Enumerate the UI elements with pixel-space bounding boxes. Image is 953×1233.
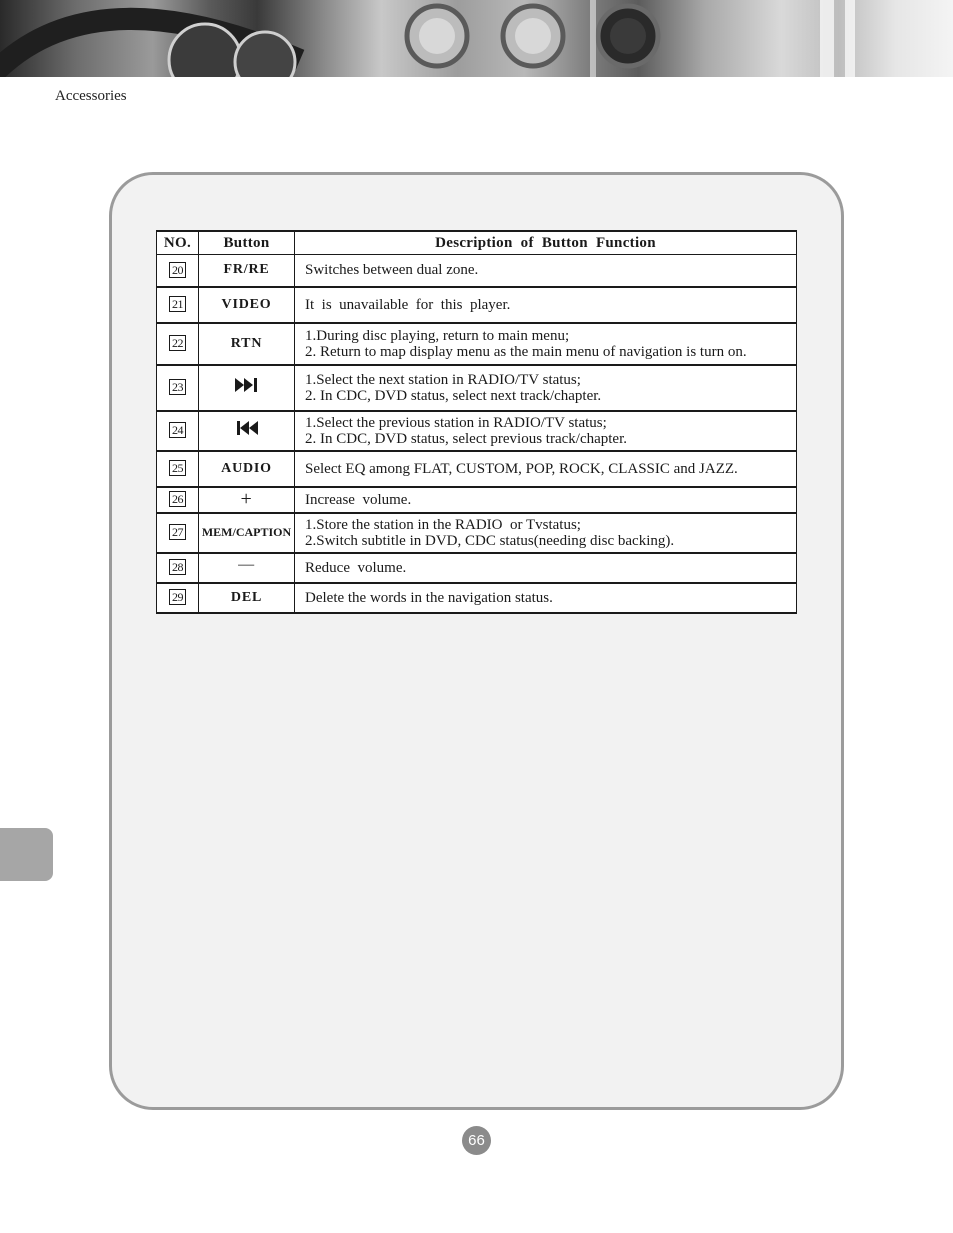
column-header-button: Button bbox=[199, 231, 295, 255]
description-cell bbox=[295, 513, 797, 553]
button-label: VIDEO bbox=[199, 287, 295, 323]
row-number: 29 bbox=[169, 589, 186, 605]
description-cell bbox=[295, 553, 797, 583]
row-number: 24 bbox=[169, 422, 186, 438]
table-row bbox=[157, 487, 797, 513]
description-cell bbox=[295, 323, 797, 365]
table-row bbox=[157, 451, 797, 487]
button-label: AUDIO bbox=[199, 451, 295, 487]
description-line: 1.During disc playing, return to main menu; bbox=[305, 327, 570, 344]
description-cell bbox=[295, 287, 797, 323]
description-cell bbox=[295, 411, 797, 451]
description-cell bbox=[295, 365, 797, 411]
table-row bbox=[157, 323, 797, 365]
row-number: 25 bbox=[169, 460, 186, 476]
description-line: Select EQ among FLAT, CUSTOM, POP, ROCK, CLASSIC and JAZZ. bbox=[305, 460, 738, 477]
table-row bbox=[157, 553, 797, 583]
table-row bbox=[157, 583, 797, 613]
button-label: FR/RE bbox=[199, 255, 295, 287]
header-banner-image bbox=[0, 0, 953, 77]
description-line: 2. In CDC, DVD status, select next track/chapter. bbox=[305, 387, 602, 404]
table-header-row bbox=[157, 231, 797, 255]
description-line: 1.Select the next station in RADIO/TV status; bbox=[305, 371, 581, 388]
description-line: 2. Return to map display menu as the main menu of navigation is turn on. bbox=[305, 343, 747, 360]
description-line: It is unavailable for this player. bbox=[305, 296, 511, 313]
button-icon-cell bbox=[199, 411, 295, 451]
description-line: Increase volume. bbox=[305, 491, 412, 508]
button-icon-cell bbox=[199, 365, 295, 411]
button-function-table bbox=[156, 230, 797, 614]
table-row bbox=[157, 287, 797, 323]
previous-track-icon bbox=[235, 421, 259, 435]
column-header-no: NO. bbox=[157, 231, 199, 255]
table-row bbox=[157, 411, 797, 451]
description-cell bbox=[295, 255, 797, 287]
row-number: 20 bbox=[169, 262, 186, 278]
section-label: Accessories bbox=[55, 88, 127, 104]
description-line: 1.Store the station in the RADIO or Tvstatus; bbox=[305, 516, 581, 533]
page-number-badge: 66 bbox=[462, 1126, 491, 1155]
button-label: RTN bbox=[199, 323, 295, 365]
plus-icon: + bbox=[199, 487, 295, 513]
button-label: MEM/CAPTION bbox=[199, 513, 295, 553]
table-row bbox=[157, 365, 797, 411]
row-number: 23 bbox=[169, 379, 186, 395]
row-number: 22 bbox=[169, 335, 186, 351]
next-track-icon bbox=[235, 378, 259, 392]
description-line: 1.Select the previous station in RADIO/TV status; bbox=[305, 414, 607, 431]
description-cell bbox=[295, 583, 797, 613]
column-header-description: Description of Button Function bbox=[295, 231, 797, 255]
row-number: 28 bbox=[169, 559, 186, 575]
button-label: DEL bbox=[199, 583, 295, 613]
description-line: 2.Switch subtitle in DVD, CDC status(needing disc backing). bbox=[305, 532, 675, 549]
description-cell bbox=[295, 451, 797, 487]
row-number: 26 bbox=[169, 491, 186, 507]
side-section-tab bbox=[0, 828, 53, 881]
description-line: Reduce volume. bbox=[305, 559, 407, 576]
row-number: 27 bbox=[169, 524, 186, 540]
description-cell bbox=[295, 487, 797, 513]
minus-icon: — bbox=[199, 553, 295, 583]
dashboard-illustration bbox=[0, 0, 953, 77]
description-line: 2. In CDC, DVD status, select previous track/chapter. bbox=[305, 430, 628, 447]
description-line: Switches between dual zone. bbox=[305, 262, 479, 279]
row-number: 21 bbox=[169, 296, 186, 312]
description-line: Delete the words in the navigation status. bbox=[305, 589, 553, 606]
table-row bbox=[157, 513, 797, 553]
table-row bbox=[157, 255, 797, 287]
